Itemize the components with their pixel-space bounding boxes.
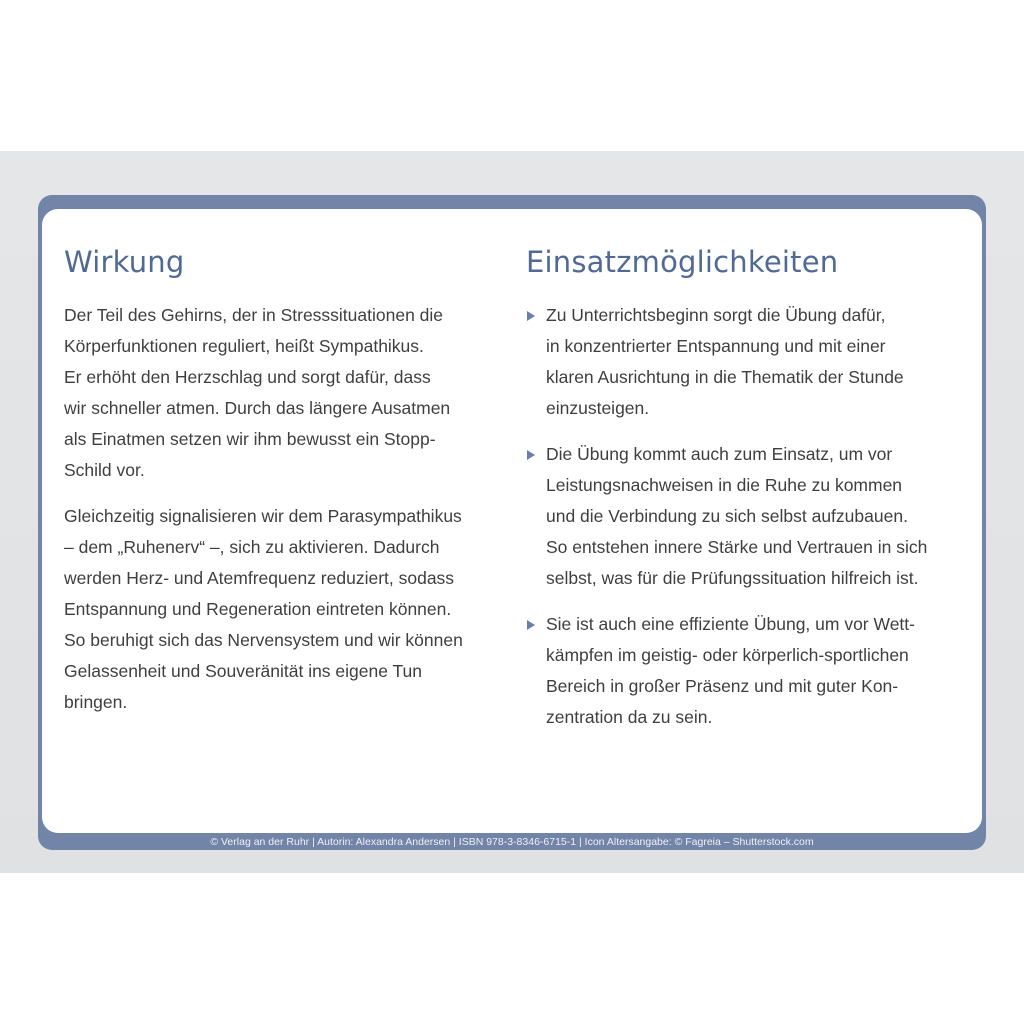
- text-line: bringen.: [64, 692, 128, 712]
- wirkung-paragraph-1: [64, 300, 463, 486]
- text-line: klaren Ausrichtung in die Thematik der Stunde: [546, 367, 904, 387]
- wirkung-heading: Wirkung: [64, 245, 185, 279]
- text-line: und die Verbindung zu sich selbst aufzubauen.: [546, 506, 908, 526]
- text-line: Leistungsnachweisen in die Ruhe zu kommen: [546, 475, 903, 495]
- text-line: Zu Unterrichtsbeginn sorgt die Übung dafür,: [546, 305, 886, 325]
- text-line: Sie ist auch eine effiziente Übung, um vor Wett-: [546, 614, 915, 634]
- text-line: Entspannung und Regeneration eintreten können.: [64, 599, 452, 619]
- text-line: Gleichzeitig signalisieren wir dem Parasympathikus: [64, 506, 462, 526]
- wirkung-paragraph-2: [64, 501, 463, 718]
- wirkung-text: [64, 300, 463, 733]
- text-line: kämpfen im geistig- oder körperlich-sportlichen: [546, 645, 909, 665]
- text-line: als Einatmen setzen wir ihm bewusst ein Stopp-: [64, 429, 436, 449]
- einsatz-list: [526, 300, 927, 748]
- text-line: einzusteigen.: [546, 398, 650, 418]
- copyright-footer: © Verlag an der Ruhr | Autorin: Alexandra Andersen | ISBN 978-3-8346-6715-1 | Icon Altersangabe: © Fagreia – Shutterstock.com: [210, 836, 814, 848]
- text-line: in konzentrierter Entspannung und mit einer: [546, 336, 886, 356]
- text-line: Bereich in großer Präsenz und mit guter Kon-: [546, 676, 899, 696]
- triangle-bullet-icon: [527, 620, 535, 630]
- list-item: [526, 300, 927, 424]
- list-item: [526, 609, 927, 733]
- text-line: – dem „Ruhenerv“ –, sich zu aktivieren. Dadurch: [64, 537, 440, 557]
- list-item: [526, 439, 927, 594]
- text-line: Schild vor.: [64, 460, 145, 480]
- text-line: Gelassenheit und Souveränität ins eigene Tun: [64, 661, 423, 681]
- triangle-bullet-icon: [527, 450, 535, 460]
- triangle-bullet-icon: [527, 311, 535, 321]
- text-line: werden Herz- und Atemfrequenz reduziert, sodass: [64, 568, 455, 588]
- text-line: Er erhöht den Herzschlag und sorgt dafür, dass: [64, 367, 431, 387]
- text-line: So entstehen innere Stärke und Vertrauen in sich: [546, 537, 928, 557]
- text-line: wir schneller atmen. Durch das längere Ausatmen: [64, 398, 451, 418]
- einsatz-heading: Einsatzmöglichkeiten: [526, 245, 839, 279]
- text-line: Körperfunktionen reguliert, heißt Sympathikus.: [64, 336, 424, 356]
- text-line: Der Teil des Gehirns, der in Stresssituationen die: [64, 305, 444, 325]
- text-line: zentration da zu sein.: [546, 707, 713, 727]
- text-line: selbst, was für die Prüfungssituation hilfreich ist.: [546, 568, 919, 588]
- text-line: So beruhigt sich das Nervensystem und wir können: [64, 630, 463, 650]
- info-card: [42, 209, 982, 833]
- text-line: Die Übung kommt auch zum Einsatz, um vor: [546, 444, 893, 464]
